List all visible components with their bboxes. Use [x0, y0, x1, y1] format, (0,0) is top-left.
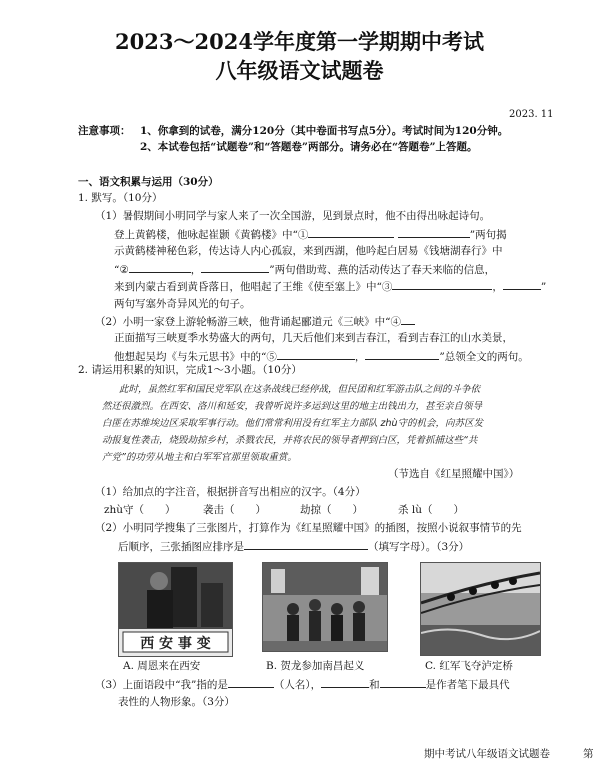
passage-line-3: 白匪在苏维埃边区采取军事行动。他们常常利用没有红军主力部队 zhù守的机会，向苏区发	[102, 418, 484, 429]
answer-blank[interactable]	[380, 676, 426, 688]
answer-blank[interactable]	[244, 538, 368, 550]
illustration-c	[420, 562, 541, 656]
illustration-b	[262, 562, 388, 652]
q2-sub3-line2: 表性的人物形象。（3分）	[118, 696, 235, 708]
question-1-heading: 1. 默写。（10分）	[78, 192, 163, 204]
footer-page: 第	[583, 748, 594, 760]
q1-part2-line2: 正面描写三峡夏季水势盛大的两句，几天后他们来到吉春江，看到吉春江的山水美景，	[114, 332, 513, 344]
q2-sub2-line2: 后顺序，三张插图应排序是 （填写字母）。（3分）	[118, 538, 469, 554]
q2-sub1-heading: （1）给加点的字注音，根据拼音写出相应的汉字。（4分）	[95, 486, 366, 498]
q1-part1-line1: （1）暑假期间小明同学与家人来了一次全国游，见到景点时，他不由得出咏起诗句。	[95, 210, 491, 222]
q1-part1-line2: 登上黄鹤楼，他咏起崔颢《黄鹤楼》中“① ”两句揭	[114, 226, 507, 242]
q1-part1-line4: “② ， ”两句借助莺、燕的活动传达了春天来临的信息，	[114, 261, 495, 277]
passage-line-4: 动报复性袭击，烧毁劫掠乡村，杀戮农民，并将农民的领导者押到白区，凭着抓捕这些“共	[102, 435, 478, 446]
photo-sign: 西 安 事 变	[140, 636, 211, 652]
q1-part2-line1: （2）小明一家登上游轮畅游三峡，他背诵起郦道元《三峡》中“④	[95, 313, 415, 329]
answer-blank[interactable]	[277, 348, 355, 360]
answer-blank[interactable]	[398, 226, 470, 238]
answer-blank[interactable]	[321, 676, 369, 688]
q1-part2-line3: 他想起吴均《与朱元思书》中的“⑤ ， ”总领全文的两句。	[114, 348, 529, 364]
pinyin-item-3: 劫掠（ ）	[300, 504, 363, 516]
answer-blank[interactable]	[129, 261, 191, 273]
photo-nanchang-uprising	[263, 563, 387, 651]
notice-label: 注意事项：	[78, 125, 131, 137]
photo-luding-bridge	[421, 563, 540, 655]
question-2-heading: 2. 请运用积累的知识，完成1～3小题。（10分）	[78, 364, 302, 376]
footer-text: 期中考试八年级语文试题卷	[424, 748, 550, 760]
pinyin-item-4: 杀 lù（ ）	[398, 504, 464, 516]
answer-blank[interactable]	[228, 676, 274, 688]
q1-part1-line6: 两句写塞外奇异风光的句子。	[114, 298, 251, 310]
answer-blank[interactable]	[392, 278, 492, 290]
caption-c: C. 红军飞夺泸定桥	[425, 660, 513, 672]
pinyin-item-1: zhù守（ ）	[104, 504, 176, 516]
q2-sub3-line1: （3）上面语段中“我”指的是 （人名）， 和 是作者笔下最具代	[95, 676, 510, 692]
passage-line-2: 然还很激烈。在西安、洛川和延安，我曾听说许多运到这里的地主出钱出力，甚至亲自领导	[102, 401, 483, 412]
answer-blank[interactable]	[308, 226, 394, 238]
passage-source: （节选自《红星照耀中国》）	[388, 468, 520, 480]
exam-date: 2023. 11	[509, 109, 554, 120]
q1-part1-line5: 来到内蒙古看到黄昏落日，他唱起了王维《使至塞上》中“③ ， ”	[114, 278, 546, 294]
notice-item-1: 1、你拿到的试卷，满分120分（其中卷面书写点5分）。考试时间为120分钟。	[140, 125, 509, 137]
illustration-a	[118, 562, 233, 657]
exam-title-line1: 2023～2024学年度第一学期期中考试	[115, 29, 484, 54]
notice-item-2: 2、本试卷包括“试题卷”和“答题卷”两部分。请务必在“答题卷”上答题。	[140, 141, 478, 153]
section-heading: 一、语文积累与运用（30分）	[78, 176, 219, 188]
exam-title-line2: 八年级语文试题卷	[215, 58, 384, 83]
passage-line-1: 此时，虽然红军和国民党军队在这条战线已经停战，但民团和红军游击队之间的斗争依	[119, 384, 481, 395]
caption-b: B. 贺龙参加南昌起义	[266, 660, 365, 672]
pinyin-item-2: 袭击（ ）	[203, 504, 266, 516]
q2-sub2-line1: （2）小明同学搜集了三张图片，打算作为《红星照耀中国》的插图，按照小说叙事情节的先	[95, 522, 522, 534]
q1-part1-line3: 示黄鹤楼神秘色彩，传达诗人内心孤寂，来到西湖，他吟起白居易《钱塘湖春行》中	[114, 245, 503, 257]
answer-blank[interactable]	[503, 278, 541, 290]
answer-blank[interactable]	[201, 261, 269, 273]
answer-blank[interactable]	[365, 348, 439, 360]
caption-a: A. 周恩来在西安	[123, 660, 201, 672]
answer-blank[interactable]	[401, 313, 415, 325]
passage-line-5: 产党”的功劳从地主和白军军官那里领取重赏。	[102, 452, 297, 463]
